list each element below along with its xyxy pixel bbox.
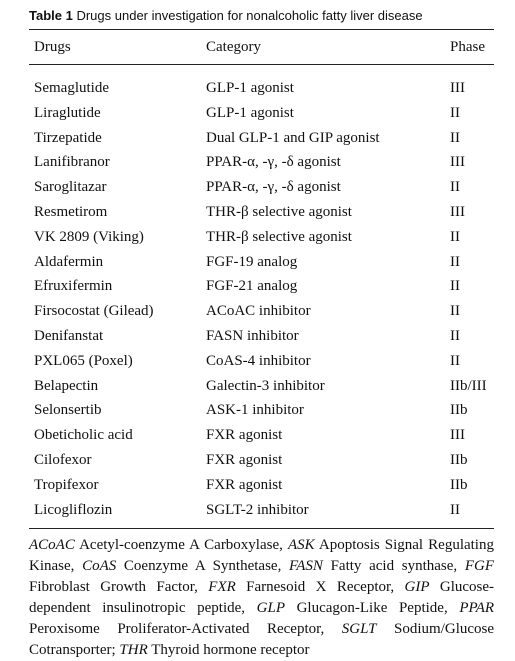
cell-category: Dual GLP-1 and GIP agonist — [206, 129, 380, 146]
table-row — [29, 324, 494, 349]
header-category: Category — [206, 39, 261, 55]
header-drugs: Drugs — [34, 39, 71, 55]
table-row — [29, 473, 494, 498]
cell-drug: Firsocostat (Gilead) — [34, 303, 154, 320]
drugs-table — [29, 30, 494, 522]
cell-phase: II — [450, 228, 460, 245]
table-row — [29, 349, 494, 374]
footnote-abbreviation: ASK — [287, 537, 315, 554]
cell-phase: II — [450, 303, 460, 320]
cell-category: FXR agonist — [206, 451, 283, 468]
footnote-abbreviation: FASN — [289, 558, 323, 575]
cell-drug: Aldafermin — [34, 253, 104, 270]
cell-category: FGF-19 analog — [206, 253, 298, 270]
cell-drug: Licogliflozin — [34, 501, 113, 518]
cell-drug: VK 2809 (Viking) — [34, 228, 144, 245]
footnote-definition: Fibroblast Growth Factor, — [29, 579, 198, 596]
bottom-rule — [29, 528, 494, 529]
cell-drug: Tropifexor — [34, 476, 99, 493]
table-row — [29, 65, 494, 101]
table-row — [29, 423, 494, 448]
cell-drug: Resmetirom — [34, 203, 108, 220]
cell-phase: III — [450, 203, 465, 220]
table-row — [29, 448, 494, 473]
cell-phase: III — [450, 80, 465, 96]
cell-phase: IIb — [450, 476, 468, 493]
cell-drug: Selonsertib — [34, 402, 102, 419]
footnote-abbreviation: GLP — [256, 600, 285, 617]
cell-phase: II — [450, 327, 460, 344]
cell-category: FASN inhibitor — [206, 327, 299, 344]
footnote-definition: Glucose-dependent insulinotropic peptide, — [29, 579, 495, 617]
cell-drug: Liraglutide — [34, 104, 101, 121]
footnote-definition: Sodium/Glucose Cotransporter; — [29, 621, 495, 659]
table-row — [29, 274, 494, 299]
footnote-abbreviation: FGF — [464, 558, 494, 575]
cell-category: PPAR-α, -γ, -δ agonist — [206, 179, 341, 196]
cell-category: Galectin-3 inhibitor — [206, 377, 325, 394]
footnote-definition: Thyroid hormone receptor — [151, 642, 310, 659]
cell-category: FXR agonist — [206, 476, 283, 493]
footnote-abbreviation: ACoAC — [29, 537, 75, 554]
footnote-abbreviation: FXR — [208, 579, 236, 596]
footnote-abbreviation: PPAR — [459, 600, 495, 617]
cell-drug: Saroglitazar — [34, 179, 107, 196]
cell-phase: III — [450, 154, 465, 171]
cell-drug: Semaglutide — [34, 80, 109, 96]
cell-drug: Tirzepatide — [34, 129, 102, 146]
table-row — [29, 150, 494, 175]
footnote-definition: Apoptosis Signal Regulating Kinase, — [29, 537, 494, 575]
table-row — [29, 398, 494, 423]
table-container — [29, 7, 494, 661]
table-row — [29, 225, 494, 250]
footnote-definition: Coenzyme A Synthetase, — [123, 558, 282, 575]
footnote-abbreviation: THR — [119, 642, 148, 659]
table-footnote — [29, 535, 494, 661]
cell-phase: IIb — [450, 402, 468, 419]
cell-drug: Obeticholic acid — [34, 427, 133, 444]
table-body — [29, 65, 494, 523]
cell-category: THR-β selective agonist — [206, 203, 352, 220]
table-row — [29, 250, 494, 275]
cell-category: GLP-1 agonist — [206, 80, 294, 96]
cell-drug: Cilofexor — [34, 451, 92, 468]
footnote-abbreviation: SGLT — [341, 621, 377, 638]
cell-category: CoAS-4 inhibitor — [206, 352, 311, 369]
table-row — [29, 299, 494, 324]
table-row — [29, 200, 494, 225]
table-row — [29, 126, 494, 151]
cell-category: ACoAC inhibitor — [206, 303, 311, 320]
cell-phase: II — [450, 129, 460, 146]
cell-phase: IIb — [450, 451, 468, 468]
table-title: Drugs under investigation for nonalcoholic fatty liver disease — [76, 8, 423, 23]
footnote-definition: Acetyl-coenzyme A Carboxylase, — [79, 537, 283, 554]
table-row — [29, 374, 494, 399]
cell-category: FXR agonist — [206, 427, 283, 444]
footnote-definition: Fatty acid synthase, — [330, 558, 458, 575]
table-caption — [29, 7, 494, 25]
footnote-abbreviation: GIP — [404, 579, 430, 596]
cell-category: THR-β selective agonist — [206, 228, 352, 245]
cell-category: PPAR-α, -γ, -δ agonist — [206, 154, 341, 171]
cell-category: SGLT-2 inhibitor — [206, 501, 309, 518]
cell-category: FGF-21 analog — [206, 278, 298, 295]
footnote-definition: Glucagon-Like Peptide, — [296, 600, 448, 617]
table-label: Table 1 — [29, 8, 73, 23]
cell-category: GLP-1 agonist — [206, 104, 294, 121]
cell-drug: Lanifibranor — [34, 154, 110, 171]
footnote-definition: Peroxisome Proliferator-Activated Receptor, — [29, 621, 325, 638]
cell-category: ASK-1 inhibitor — [206, 402, 304, 419]
cell-phase: II — [450, 501, 460, 518]
cell-phase: III — [450, 427, 465, 444]
cell-phase: II — [450, 179, 460, 196]
header-row — [29, 30, 494, 65]
footnote-definition: Farnesoid X Receptor, — [246, 579, 395, 596]
footnote-abbreviation: CoAS — [82, 558, 117, 575]
cell-phase: II — [450, 278, 460, 295]
table-row — [29, 498, 494, 523]
cell-drug: Belapectin — [34, 377, 99, 394]
table-row — [29, 101, 494, 126]
cell-phase: IIb/III — [450, 377, 487, 394]
cell-phase: II — [450, 104, 460, 121]
cell-drug: Denifanstat — [34, 327, 104, 344]
table-row — [29, 175, 494, 200]
header-phase: Phase — [450, 39, 485, 55]
cell-phase: II — [450, 253, 460, 270]
cell-drug: Efruxifermin — [34, 278, 113, 295]
cell-drug: PXL065 (Poxel) — [34, 352, 133, 369]
cell-phase: II — [450, 352, 460, 369]
